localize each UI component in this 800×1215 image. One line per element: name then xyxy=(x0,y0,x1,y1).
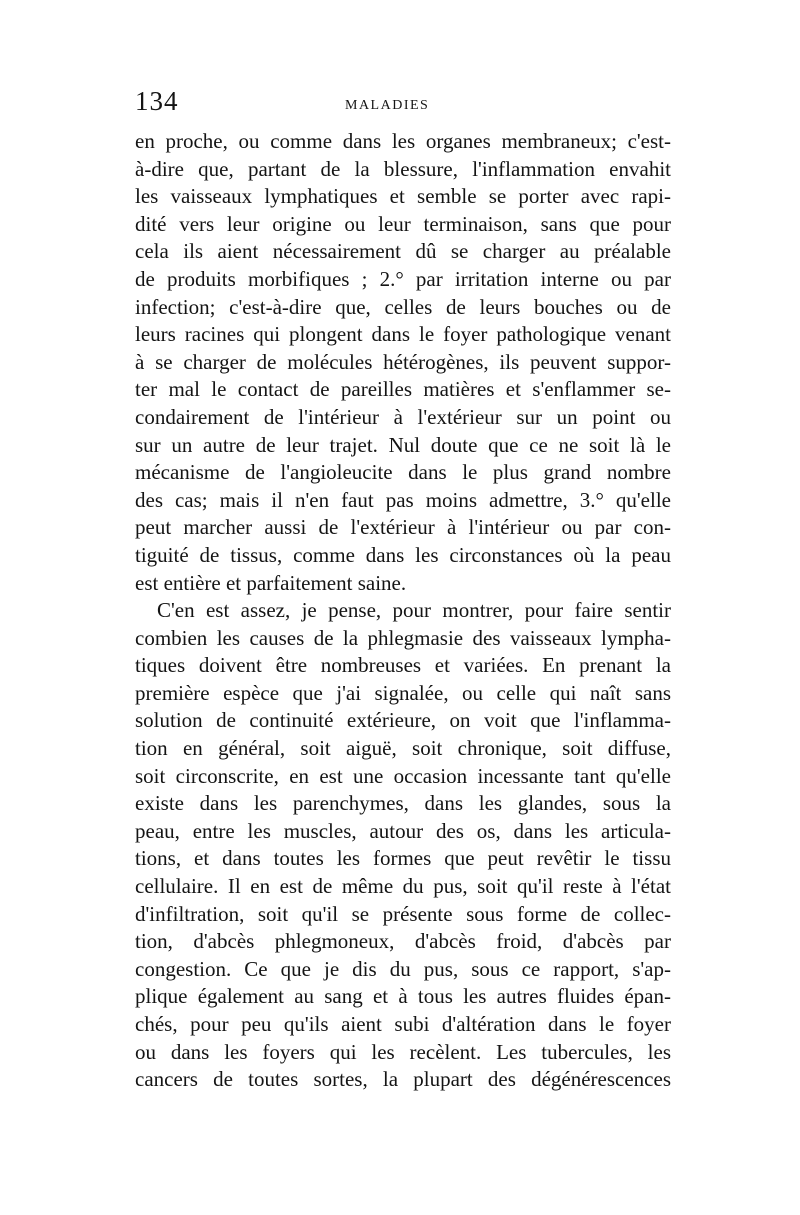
text-line: existe dans les parenchymes, dans les glandes, sous la xyxy=(135,791,671,816)
text-line: plique également au sang et à tous les autres fluides épan- xyxy=(135,984,671,1009)
text-line: cela ils aient nécessairement dû se charger au préalable xyxy=(135,239,671,264)
text-line: combien les causes de la phlegmasie des vaisseaux lympha- xyxy=(135,625,671,650)
text-line: infection; c'est-à-dire que, celles de leurs bouches ou de xyxy=(135,294,671,319)
text-line: est entière et parfaitement saine. xyxy=(135,570,407,595)
text-line: chés, pour peu qu'ils aient subi d'altération dans le foyer xyxy=(135,1012,671,1036)
text-line: de produits morbifiques ; 2.° par irritation interne ou par xyxy=(135,266,671,291)
text-line: ou dans les foyers qui les recèlent. Les tubercules, les xyxy=(135,1039,671,1064)
text-line: peut marcher aussi de l'extérieur à l'intérieur ou par con- xyxy=(135,515,671,540)
text-line: cellulaire. Il en est de même du pus, soit qu'il reste à l'état xyxy=(135,874,671,899)
text-line: dité vers leur origine ou leur terminaison, sans que pour xyxy=(135,211,671,236)
text-line: tions, et dans toutes les formes que peut revêtir le tissu xyxy=(135,846,671,871)
text-line: tiguité de tissus, comme dans les circonstances où la peau xyxy=(135,542,671,567)
text-line: des cas; mais il n'en faut pas moins admettre, 3.° qu'elle xyxy=(135,487,671,512)
page-number: 134 xyxy=(135,86,179,116)
text-line: congestion. Ce que je dis du pus, sous ce rapport, s'ap- xyxy=(135,956,671,981)
running-head: MALADIES xyxy=(345,98,430,113)
text-line: à-dire que, partant de la blessure, l'inflammation envahit xyxy=(135,156,671,181)
text-line: soit circonscrite, en est une occasion incessante tant qu'elle xyxy=(135,763,671,788)
text-line: les vaisseaux lymphatiques et semble se porter avec rapi- xyxy=(135,184,671,209)
page-header xyxy=(135,86,671,126)
text-line: C'en est assez, je pense, pour montrer, pour faire sentir xyxy=(157,598,671,623)
text-line: solution de continuité extérieure, on voit que l'inflamma- xyxy=(135,708,671,733)
text-line: sur un autre de leur trajet. Nul doute que ce ne soit là le xyxy=(135,432,671,457)
text-line: condairement de l'intérieur à l'extérieur sur un point ou xyxy=(135,404,671,429)
text-line: tion en général, soit aiguë, soit chronique, soit diffuse, xyxy=(135,736,671,761)
text-line: ter mal le contact de pareilles matières et s'enflammer se- xyxy=(135,377,671,402)
text-line: peau, entre les muscles, autour des os, dans les articula- xyxy=(135,818,671,843)
body-text xyxy=(135,128,671,1094)
text-line: leurs racines qui plongent dans le foyer pathologique venant xyxy=(135,322,671,347)
text-line: mécanisme de l'angioleucite dans le plus grand nombre xyxy=(135,460,671,485)
text-line: à se charger de molécules hétérogènes, ils peuvent suppor- xyxy=(135,349,671,374)
text-line: cancers de toutes sortes, la plupart des dégénérescences xyxy=(135,1067,671,1092)
text-line: tion, d'abcès phlegmoneux, d'abcès froid, d'abcès par xyxy=(135,929,671,954)
text-line: première espèce que j'ai signalée, ou celle qui naît sans xyxy=(135,680,671,705)
text-line: en proche, ou comme dans les organes membraneux; c'est- xyxy=(135,129,671,153)
text-line: d'infiltration, soit qu'il se présente sous forme de collec- xyxy=(135,901,671,926)
text-line: tiques doivent être nombreuses et variées. En prenant la xyxy=(135,653,671,678)
